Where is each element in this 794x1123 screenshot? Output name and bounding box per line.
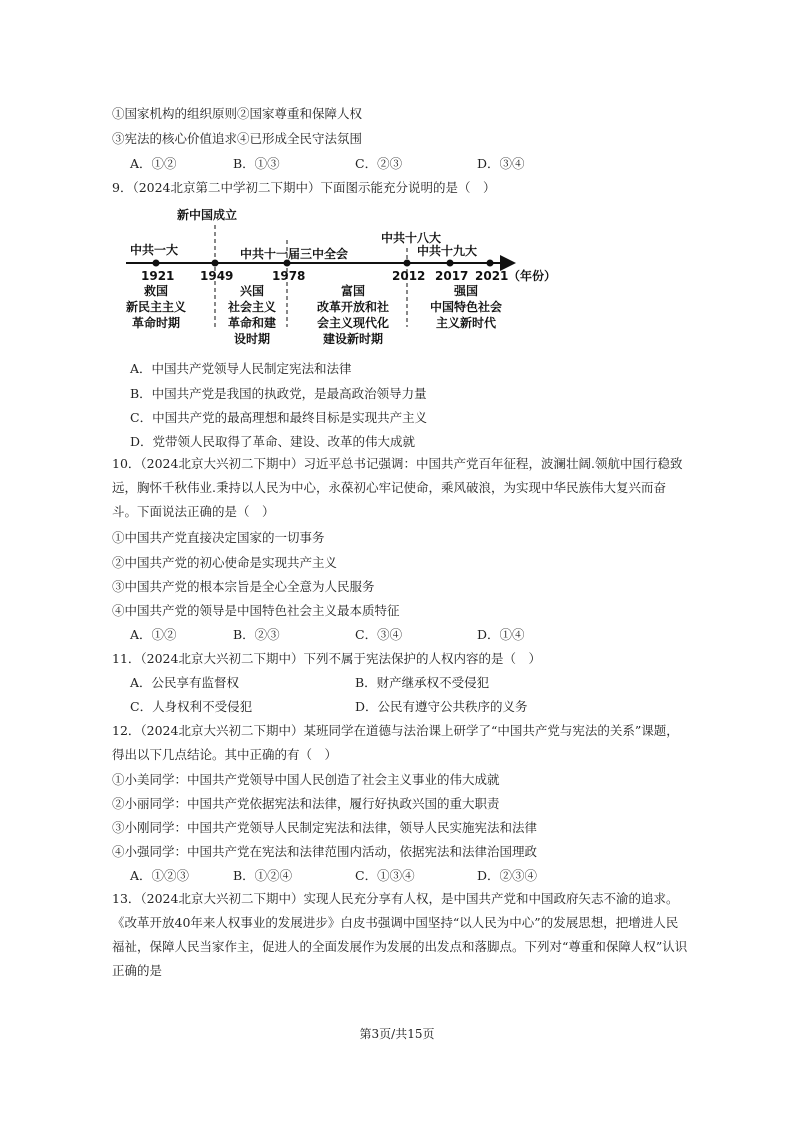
statement-line: ②小丽同学：中国共产党依据宪法和法律，履行好执政兴国的重大职责 [112, 796, 500, 811]
option-c: C．中国共产党的最高理想和最终目标是实现共产主义 [130, 410, 428, 425]
statement-line: ①小美同学：中国共产党领导中国人民创造了社会主义事业的伟大成就 [112, 772, 500, 787]
option-a: A．①② [130, 627, 177, 642]
timeline-point [153, 260, 160, 267]
option-d: D．②③④ [477, 868, 538, 883]
option-c: C．①③④ [355, 868, 415, 883]
question-9-stem: 9．（2024北京第二中学初二下期中）下面图示能充分说明的是（ ） [112, 180, 496, 195]
option-a: A．①②③ [130, 868, 190, 883]
option-b: B．①②④ [233, 868, 293, 883]
statement-line: ③宪法的核心价值追求④已形成全民守法氛围 [112, 131, 363, 146]
event-label: 中共十九大 [417, 244, 478, 258]
axis-unit-label: （年份） [508, 269, 557, 283]
option-a: A．中国共产党领导人民制定宪法和法律 [130, 361, 352, 376]
question-13-stem: 13．（2024北京大兴初二下期中）实现人民充分享有人权，是中国共产党和中国政府矢志不渝的追求。《改革开放40年来人权事业的发展进步》白皮书强调中国坚持“以人民为中心”的发展思想，把增进人民福祉，保障人民当家作主，促进人的全面发展作为发展的出发点和落脚点。下列对“尊重和保障人权”认识正确的是 [112, 891, 688, 978]
statement-line: ④小强同学：中国共产党在宪法和法律范围内活动，依据宪法和法律治国理政 [112, 844, 538, 859]
event-label: 新中国成立 [177, 208, 238, 222]
option-b: B．中国共产党是我国的执政党，是最高政治领导力量 [130, 386, 427, 401]
statement-line: ③小刚同学：中国共产党领导人民制定宪法和法律，领导人民实施宪法和法律 [112, 820, 538, 835]
year-label: 2012 [392, 269, 426, 283]
statement-line: ②中国共产党的初心使命是实现共产主义 [112, 555, 338, 570]
statement-line: ①中国共产党直接决定国家的一切事务 [112, 530, 325, 545]
period-label: 救国 新民主主义 革命时期 [125, 284, 186, 330]
year-label: 1949 [200, 269, 234, 283]
year-label: 2021 [475, 269, 509, 283]
question-11-stem: 11．（2024北京大兴初二下期中）下列不属于宪法保护的人权内容的是（ ） [112, 651, 541, 666]
timeline-point [447, 260, 454, 267]
year-label: 2017 [435, 269, 469, 283]
period-label: 兴国 社会主义 革命和建 设时期 [227, 284, 276, 346]
option-a: A．①② [130, 156, 177, 171]
option-d: D．③④ [477, 156, 525, 171]
statement-line: ④中国共产党的领导是中国特色社会主义最本质特征 [112, 603, 400, 618]
year-label: 1921 [141, 269, 175, 283]
page-number-footer: 第3页/共15页 [359, 1027, 435, 1041]
option-d: D．党带领人民取得了革命、建设、改革的伟大成就 [130, 434, 416, 449]
year-label: 1978 [272, 269, 306, 283]
timeline-point [487, 260, 494, 267]
event-label: 中共一大 [130, 243, 179, 257]
option-d: D．公民有遵守公共秩序的义务 [355, 699, 528, 714]
question-12-stem: 12．（2024北京大兴初二下期中）某班同学在道德与法治课上研学了“中国共产党与宪法的关系”课题，得出以下几点结论。其中正确的有（ ） [112, 723, 679, 762]
option-c: C．②③ [355, 156, 403, 171]
event-label: 中共十八大 [381, 231, 442, 245]
option-a: A．公民享有监督权 [130, 675, 240, 690]
statement-line: ③中国共产党的根本宗旨是全心全意为人民服务 [112, 579, 375, 594]
option-c: C．人身权利不受侵犯 [130, 699, 253, 714]
option-b: B．②③ [233, 627, 280, 642]
period-label: 强国 中国特色社会 主义新时代 [429, 284, 502, 330]
question-10-stem: 10．（2024北京大兴初二下期中）习近平总书记强调：中国共产党百年征程，波澜壮阔.领航中国行稳致远，胸怀千秋伟业.秉持以人民为中心，永葆初心牢记使命，乘风破浪，为实现中华民族伟大复兴而奋斗。下面说法正确的是（ ） [112, 456, 683, 519]
option-b: B．①③ [233, 156, 280, 171]
statement-line: ①国家机构的组织原则②国家尊重和保障人权 [112, 106, 363, 121]
event-label: 中共十一届三中全会 [240, 247, 349, 261]
option-b: B．财产继承权不受侵犯 [355, 675, 490, 690]
period-label: 富国 改革开放和社 会主义现代化 建设新时期 [316, 284, 389, 346]
option-d: D．①④ [477, 627, 525, 642]
option-c: C．③④ [355, 627, 403, 642]
